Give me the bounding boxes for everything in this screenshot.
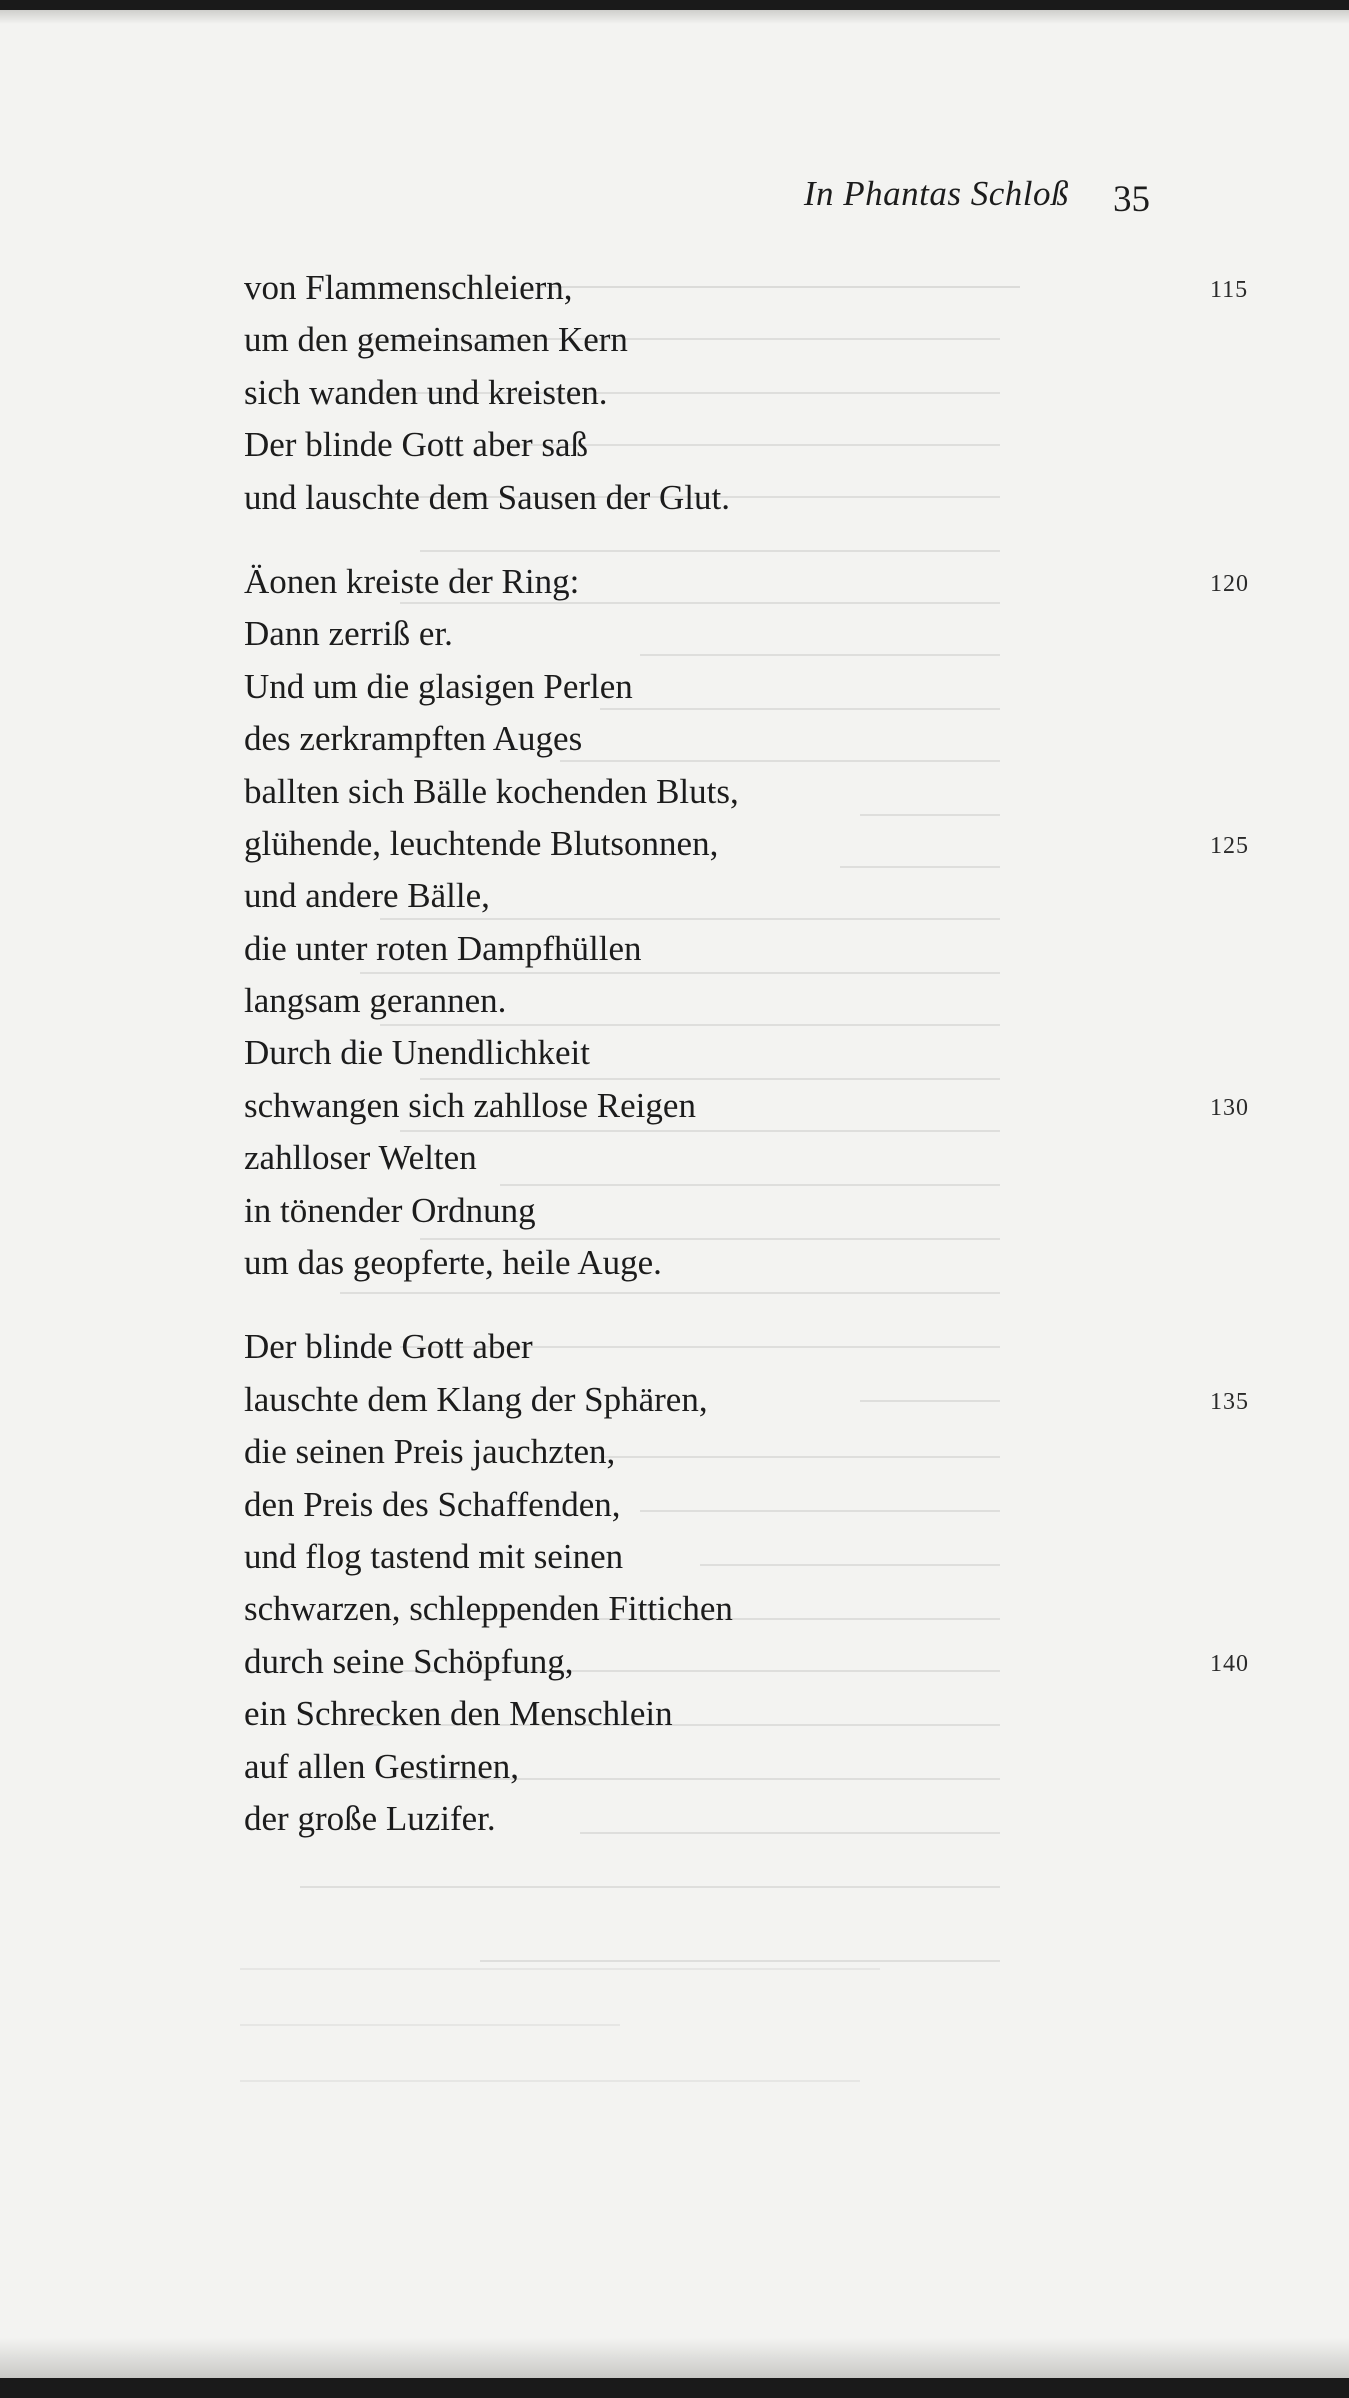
line-text: des zerkrampften Auges: [244, 719, 583, 759]
line-text: und lauschte dem Sausen der Glut.: [244, 477, 731, 517]
line-number: 140: [1210, 1650, 1249, 1677]
poem-line: [244, 1132, 1244, 1184]
poem-line: [244, 870, 1244, 922]
line-text: sich wanden und kreisten.: [244, 372, 608, 412]
stanza: [244, 262, 1249, 524]
page-bottom-shadow: [0, 2338, 1349, 2378]
line-text: durch seine Schöpfung,: [244, 1641, 574, 1681]
line-text: schwangen sich zahllose Reigen: [244, 1085, 696, 1125]
line-text: Durch die Unendlichkeit: [244, 1033, 591, 1073]
poem-line: [244, 1426, 1244, 1478]
line-text: Der blinde Gott aber saß: [244, 425, 589, 465]
running-title: In Phantas Schloß: [803, 174, 1069, 213]
line-text: der große Luzifer.: [244, 1798, 496, 1838]
poem-line: [244, 818, 1249, 870]
line-text: glühende, leuchtende Blutsonnen,: [244, 823, 719, 863]
stanza: [244, 1321, 1249, 1845]
poem-line: [244, 608, 1244, 660]
stanza: [244, 556, 1249, 1289]
poem-line: [244, 367, 1244, 419]
book-page: [0, 10, 1349, 2378]
line-text: Dann zerriß er.: [244, 614, 453, 654]
line-text: um den gemeinsamen Kern: [244, 320, 628, 360]
poem-line: [244, 1531, 1244, 1583]
line-text: den Preis des Schaffenden,: [244, 1484, 621, 1524]
line-number: 115: [1210, 277, 1249, 303]
page-top-shadow: [0, 10, 1349, 24]
poem-line: [244, 1321, 1244, 1373]
line-text: und flog tastend mit seinen: [244, 1536, 624, 1576]
poem-line: [244, 1583, 1244, 1635]
poem-line: [244, 314, 1244, 366]
line-text: ballten sich Bälle kochenden Bluts,: [244, 771, 739, 811]
poem-line: [244, 661, 1244, 713]
line-text: lauschte dem Klang der Sphären,: [244, 1379, 708, 1419]
poem-line: [244, 556, 1249, 608]
line-number: 125: [1210, 832, 1249, 859]
line-number: 130: [1210, 1094, 1249, 1121]
poem-line: [244, 1479, 1244, 1531]
line-number: 135: [1210, 1388, 1249, 1415]
line-number: 120: [1210, 570, 1249, 597]
line-text: schwarzen, schleppenden Fittichen: [244, 1589, 733, 1629]
line-text: von Flammenschleiern,: [244, 268, 573, 307]
poem-line: [244, 472, 1244, 524]
poem-line: [244, 975, 1244, 1027]
poem-line: [244, 262, 1249, 314]
line-text: Äonen kreiste der Ring:: [244, 561, 580, 601]
poem-line: [244, 1027, 1244, 1079]
line-text: die seinen Preis jauchzten,: [244, 1432, 616, 1472]
line-text: zahlloser Welten: [244, 1138, 477, 1178]
page-number: 35: [1113, 179, 1150, 220]
line-text: um das geopferte, heile Auge.: [244, 1243, 662, 1283]
line-text: und andere Bälle,: [244, 876, 490, 916]
line-text: Der blinde Gott aber: [244, 1327, 533, 1367]
poem-line: [244, 419, 1244, 471]
poem-line: [244, 1793, 1244, 1845]
line-text: Und um die glasigen Perlen: [244, 666, 633, 706]
line-text: die unter roten Dampfhüllen: [244, 928, 642, 968]
poem-line: [244, 1374, 1249, 1426]
line-text: in tönender Ordnung: [244, 1190, 536, 1230]
line-text: auf allen Gestirnen,: [244, 1746, 520, 1786]
poem-line: [244, 1688, 1244, 1740]
poem-line: [244, 1185, 1244, 1237]
poem-line: [244, 1741, 1244, 1793]
poem-line: [244, 1080, 1249, 1132]
poem-line: [244, 766, 1244, 818]
poem-line: [244, 1237, 1244, 1289]
poem-body: [244, 262, 1249, 1877]
poem-line: [244, 923, 1244, 975]
line-text: langsam gerannen.: [244, 981, 507, 1021]
poem-line: [244, 713, 1244, 765]
poem-line: [244, 1636, 1249, 1688]
line-text: ein Schrecken den Menschlein: [244, 1694, 673, 1734]
